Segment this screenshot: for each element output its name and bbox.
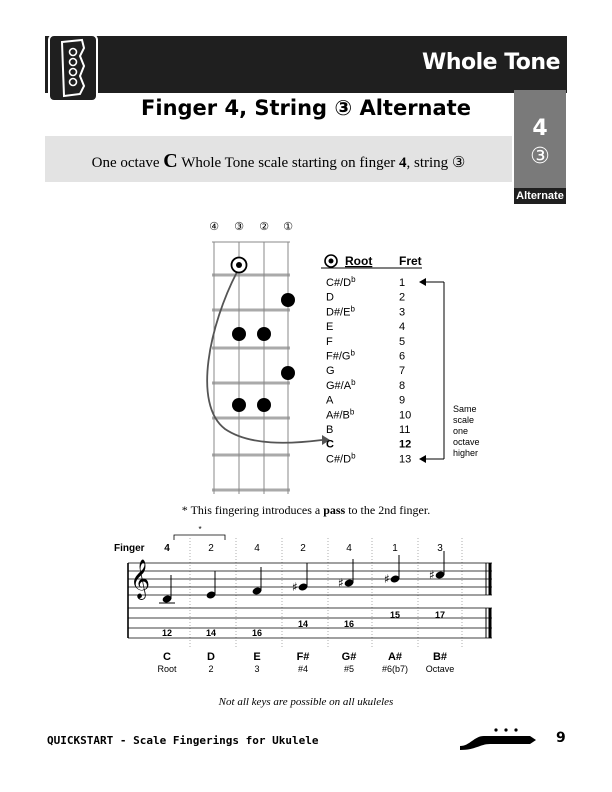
octave-note-line: Same xyxy=(453,404,477,414)
fret-lines xyxy=(212,275,290,490)
scale-degree: #4 xyxy=(297,664,309,674)
note-fret: 6 xyxy=(399,350,406,363)
octave-note-line: higher xyxy=(453,448,479,458)
note-name-text: C#/D xyxy=(326,453,352,466)
subtitle-finger: 4 xyxy=(398,155,407,171)
octave-note-line: one xyxy=(453,426,469,436)
headstock-icon xyxy=(50,36,96,100)
tab-fret: 14 xyxy=(297,619,309,629)
side-tab-string: ③ xyxy=(530,144,550,169)
note-flat-sup: b xyxy=(349,407,355,417)
footnote-suffix: to the 2nd finger. xyxy=(345,503,431,517)
tab-fret: 12 xyxy=(161,628,173,638)
root-dot-center xyxy=(236,262,242,268)
string-label-2: ② xyxy=(259,220,269,233)
note-flat-sup: b xyxy=(350,304,355,314)
note-fret: 12 xyxy=(399,438,412,451)
note-name xyxy=(326,349,355,363)
notation-tab xyxy=(100,524,510,684)
finger-number: 4 xyxy=(346,543,352,554)
subtitle-key: C xyxy=(163,150,178,172)
pass-bracket xyxy=(174,535,225,540)
note-name xyxy=(326,304,355,318)
staff-lines xyxy=(128,563,492,595)
subtitle xyxy=(45,150,512,173)
scale-note-name: E xyxy=(253,651,261,663)
note-flat-sup: b xyxy=(350,348,355,358)
tab-fret: 16 xyxy=(251,628,263,638)
note-name xyxy=(326,365,335,377)
scale-degree: Octave xyxy=(425,664,455,674)
note-fret: 7 xyxy=(399,365,406,378)
sharp-icon: ♯ xyxy=(384,572,390,586)
note-name-text: D xyxy=(326,291,334,304)
bracket-arrow-top xyxy=(419,278,426,286)
footnote-bold: pass xyxy=(323,503,346,517)
scale-degree: 3 xyxy=(254,664,260,674)
note-name xyxy=(326,378,356,392)
note-name-text: G#/A xyxy=(326,379,352,392)
finger-number: 1 xyxy=(392,543,398,554)
note-fret: 4 xyxy=(399,321,406,334)
footnote-prefix: * This fingering introduces a xyxy=(181,503,324,517)
treble-clef-icon: 𝄞 xyxy=(130,559,151,599)
sharp-icon: ♯ xyxy=(292,580,298,594)
sharp-icon: ♯ xyxy=(429,568,435,582)
note-name-text: A#/B xyxy=(326,409,350,422)
octave-note xyxy=(453,404,480,458)
section-title: Whole Tone xyxy=(422,50,560,75)
note-name-text: F#/G xyxy=(326,350,351,363)
note-flat-sup: b xyxy=(351,377,356,387)
legend-root-label: Root xyxy=(345,254,373,268)
page-number: 9 xyxy=(556,730,566,746)
note-name xyxy=(326,321,333,333)
scale-note-name: G# xyxy=(341,651,357,663)
scale-note-name: B# xyxy=(432,651,448,663)
note-fret: 13 xyxy=(399,453,412,466)
tab-fret: 17 xyxy=(434,610,446,620)
octave-note-line: octave xyxy=(453,437,480,447)
note-name-text: G xyxy=(326,365,335,378)
footer-title: QUICKSTART - Scale Fingerings for Ukulele xyxy=(47,734,319,747)
note-name xyxy=(326,407,355,421)
keys-note: Not all keys are possible on all ukuleles xyxy=(218,696,394,708)
note-name xyxy=(326,439,334,451)
note-name-text: C xyxy=(326,438,334,451)
note-fret: 11 xyxy=(399,424,411,436)
note-name xyxy=(326,451,356,465)
legend-fret-label: Fret xyxy=(399,254,422,268)
note-fret: 1 xyxy=(399,277,406,289)
legend-root-icon-center xyxy=(329,259,334,264)
note-fret: 5 xyxy=(399,335,406,348)
note-flat-sup: b xyxy=(351,275,356,284)
string-label-1: ① xyxy=(283,220,293,233)
scale-note-name: D xyxy=(207,651,215,663)
note-fret: 10 xyxy=(399,409,412,422)
subtitle-prefix: One octave xyxy=(91,155,164,171)
string-label-3: ③ xyxy=(234,220,244,233)
note-name xyxy=(326,275,356,289)
note-name xyxy=(326,292,334,304)
side-tab-label: Alternate xyxy=(514,188,566,204)
footnote xyxy=(0,503,612,518)
note-name-text: F xyxy=(326,335,333,348)
note-list xyxy=(326,275,411,465)
note-fret: 9 xyxy=(399,394,406,407)
scale-degree: 2 xyxy=(208,664,214,674)
tab-fret: 16 xyxy=(343,619,355,629)
finger-number: 4 xyxy=(254,543,260,554)
ukulele-headstock-logo xyxy=(48,34,98,102)
finger-row-label: Finger xyxy=(114,543,145,554)
column-separators xyxy=(190,538,462,649)
tab-fret: 14 xyxy=(205,628,217,638)
note-name xyxy=(326,424,333,436)
note-name-text: A xyxy=(326,394,334,407)
octave-note-line: scale xyxy=(453,415,475,425)
note-name-text: E xyxy=(326,321,334,334)
note-name xyxy=(326,395,334,407)
page-title: Finger 4, String ③ Alternate xyxy=(141,96,471,120)
finger-number: 4 xyxy=(164,543,170,554)
string-label-4: ④ xyxy=(209,220,219,233)
scale-degree: Root xyxy=(157,664,177,674)
subtitle-suffix: , string ③ xyxy=(406,155,466,171)
finger-number: 3 xyxy=(437,543,443,554)
note-name-text: B xyxy=(326,424,334,436)
scale-degree: #6(b7) xyxy=(381,664,409,674)
scale-note-name: C xyxy=(163,651,171,663)
pass-mark: * xyxy=(198,525,202,534)
note-fret: 3 xyxy=(399,306,406,319)
ukulele-neck-icon xyxy=(460,722,540,752)
finger-number: 2 xyxy=(208,543,214,554)
finger-number: 2 xyxy=(300,543,306,554)
note-name-text: C#/D xyxy=(326,277,352,289)
fretboard-diagram xyxy=(190,214,490,499)
note-name xyxy=(326,336,333,348)
note-flat-sup: b xyxy=(351,451,356,461)
note-fret: 8 xyxy=(399,379,406,392)
side-tab-finger: 4 xyxy=(532,116,548,141)
sharp-icon: ♯ xyxy=(338,576,344,590)
bracket-arrow-bottom xyxy=(419,455,426,463)
note-fret: 2 xyxy=(399,291,406,304)
scale-note-name: F# xyxy=(296,651,310,663)
note-name-text: D#/E xyxy=(326,306,351,319)
tab-fret: 15 xyxy=(389,610,401,620)
scale-degree: #5 xyxy=(343,664,355,674)
subtitle-mid: Whole Tone scale starting on finger xyxy=(177,155,399,171)
scale-note-name: A# xyxy=(387,651,403,663)
